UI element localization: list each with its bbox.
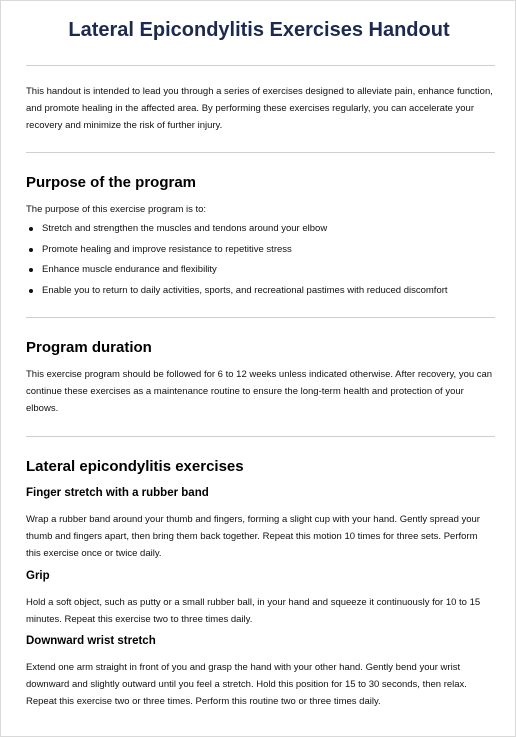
- document-title: Lateral Epicondylitis Exercises Handout: [68, 19, 450, 41]
- exercise-title-downward-wrist-stretch: Downward wrist stretch: [26, 635, 156, 647]
- exercise-title-finger-stretch: Finger stretch with a rubber band: [26, 487, 209, 499]
- divider: [26, 317, 495, 318]
- list-item-text: Enable you to return to daily activities, sports, and recreational pastimes with reduced discomfort: [42, 284, 448, 296]
- exercise-text-finger-stretch: Wrap a rubber band around your thumb and fingers, forming a slight cup with your hand. Gently spread your thumb and fingers apart, then bring them back together. Repeat this motion 10 times for three sets. Perform this exercise once or twice daily.: [26, 514, 480, 559]
- divider: [26, 436, 495, 437]
- list-item: [26, 219, 496, 240]
- bullet-icon: [29, 268, 33, 272]
- list-item-text: Enhance muscle endurance and flexibility: [42, 264, 217, 275]
- bullet-icon: [29, 248, 33, 252]
- exercise-text-downward-wrist-stretch: Extend one arm straight in front of you and grasp the hand with your other hand. Gently bend your wrist downward and slightly outward until you feel a stretch. Hold this position for 15 to 30 seconds, then relax. Repeat this exercise two or three times. Perform this routine two or three times daily.: [26, 662, 467, 707]
- exercises-heading: Lateral epicondylitis exercises: [26, 458, 244, 475]
- purpose-list: [26, 219, 496, 301]
- purpose-heading: Purpose of the program: [26, 174, 197, 191]
- divider: [26, 152, 495, 153]
- divider: [26, 65, 495, 66]
- purpose-lead: The purpose of this exercise program is to:: [26, 204, 207, 215]
- exercise-title-grip: Grip: [26, 570, 50, 582]
- list-item: [26, 260, 496, 281]
- list-item: [26, 281, 496, 302]
- list-item: [26, 240, 496, 261]
- bullet-icon: [29, 227, 33, 231]
- list-item-text: Stretch and strengthen the muscles and tendons around your elbow: [42, 223, 328, 234]
- duration-paragraph: This exercise program should be followed for 6 to 12 weeks unless indicated otherwise. After recovery, you can continue these exercises as a maintenance routine to ensure the long-term health and protection of your elbows.: [26, 369, 493, 414]
- bullet-icon: [29, 289, 33, 293]
- intro-paragraph: This handout is intended to lead you through a series of exercises designed to alleviate pain, enhance function, and promote healing in the affected area. By performing these exercises regularly, you can accelerate your recovery and minimize the risk of further injury.: [26, 86, 493, 131]
- list-item-text: Promote healing and improve resistance to repetitive stress: [42, 243, 292, 255]
- duration-heading: Program duration: [26, 339, 152, 356]
- exercise-text-grip: Hold a soft object, such as putty or a small rubber ball, in your hand and squeeze it continuously for 10 to 15 minutes. Repeat this exercise two to three times daily.: [26, 597, 481, 625]
